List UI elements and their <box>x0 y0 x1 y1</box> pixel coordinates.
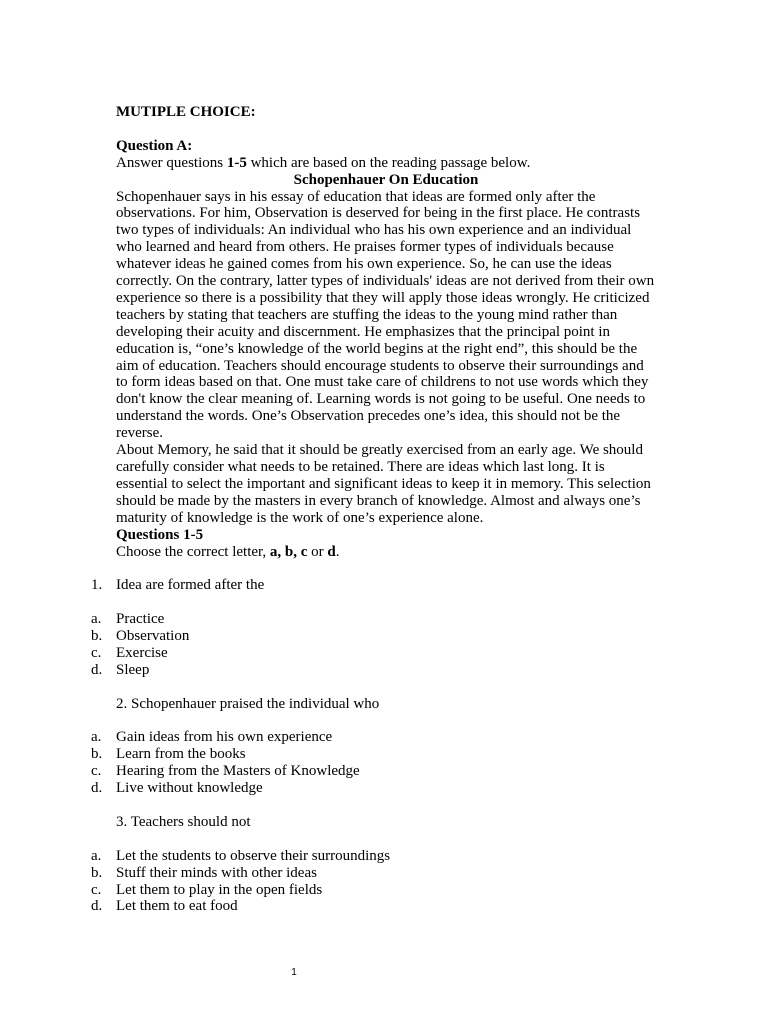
option-1c <box>91 644 656 662</box>
option-letter: b. <box>91 628 103 645</box>
option-letter: d. <box>91 898 103 915</box>
question-number: 1. <box>91 577 103 594</box>
option-3b <box>91 864 656 882</box>
option-text: Learn from the books <box>116 746 246 763</box>
option-letter: d. <box>91 661 103 678</box>
option-letter: d. <box>91 780 103 797</box>
option-letter: a. <box>91 611 102 628</box>
option-letter: a. <box>91 847 102 864</box>
spacer <box>116 797 656 814</box>
passage-paragraph-2: About Memory, he said that it should be greatly exercised from an early age. We should carefully consider what needs to be retained. There are ideas which last long. It is essential to select the important and significant ideas to keep it in memory. This selection should be made by the masters in every branch of knowledge. Almost and always one’s maturity of knowledge is the work of one’s experience alone. <box>116 442 651 526</box>
option-letter: b. <box>91 864 103 881</box>
instruction-post: which are based on the reading passage below. <box>246 154 531 171</box>
option-letter: c. <box>91 644 102 661</box>
question-a-title: Question A: <box>116 137 193 154</box>
option-text: Sleep <box>116 661 150 678</box>
option-text: Gain ideas from his own experience <box>116 729 333 746</box>
choose-end: . <box>335 543 340 560</box>
choose-letters: a, b, c <box>269 543 308 560</box>
option-text: Live without knowledge <box>116 780 263 797</box>
question-2: 2. Schopenhauer praised the individual who <box>116 695 380 712</box>
option-text: Let them to eat food <box>116 898 238 915</box>
option-text: Let them to play in the open fields <box>116 881 323 898</box>
option-text: Stuff their minds with other ideas <box>116 864 317 881</box>
option-2c <box>91 763 656 780</box>
option-2d <box>91 780 656 797</box>
option-text: Observation <box>116 628 190 645</box>
spacer <box>116 713 656 730</box>
option-letter: b. <box>91 746 103 763</box>
spacer <box>116 594 656 611</box>
option-letter: c. <box>91 881 102 898</box>
option-3c <box>91 881 656 899</box>
spacer <box>116 831 656 848</box>
choose-d: d <box>327 543 336 560</box>
reading-passage <box>116 189 656 527</box>
instruction-pre: Answer questions <box>116 154 227 171</box>
option-text: Exercise <box>116 644 168 661</box>
option-text: Let the students to observe their surroundings <box>116 847 391 864</box>
option-1b <box>91 628 656 645</box>
question-text: Idea are formed after the <box>116 577 265 594</box>
question-a-instruction <box>116 155 656 172</box>
question-1 <box>91 577 656 594</box>
questions-title: Questions 1-5 <box>116 526 204 543</box>
spacer <box>116 121 656 138</box>
instruction-bold: 1-5 <box>226 154 247 171</box>
option-2a <box>91 729 656 746</box>
option-text: Practice <box>116 611 165 628</box>
option-2b <box>91 746 656 763</box>
choose-pre: Choose the correct letter, <box>116 543 270 560</box>
questions-instruction <box>116 544 656 561</box>
page-number: 1 <box>291 967 297 978</box>
spacer <box>116 560 656 577</box>
choose-mid: or <box>307 543 328 560</box>
option-letter: c. <box>91 763 102 780</box>
passage-paragraph-1: Schopenhauer says in his essay of education that ideas are formed only after the observations. For him, Observation is deserved for being in the first place. He contrasts two types of individuals: An individual who has his own experience and an individual who learned and heard from others. He praises former types of individuals because whatever ideas he gained comes from his own experience. So, he can use the ideas correctly. On the contrary, latter types of individuals' ideas are not derived from their own experience so there is a possibility that they will apply those ideas wrongly. He criticized teachers by stating that teachers are stuffing the ideas to the young mind rather than developing their acuity and discernment. He emphasizes that the principal point in education is, “one’s knowledge of the world begins at the right end”, this should be the aim of education. Teachers should encourage students to observe their surroundings and to form ideas based on that. One must take care of childrens to not use words which they don't know the clear meaning of. Learning words is not going to be useful. One needs to understand the words. One’s Observation precedes one’s idea, this should not be the reverse. <box>116 188 655 442</box>
passage-title: Schopenhauer On Education <box>293 171 479 188</box>
question-3: 3. Teachers should not <box>116 813 251 830</box>
option-text: Hearing from the Masters of Knowledge <box>116 763 360 780</box>
option-letter: a. <box>91 729 102 746</box>
spacer <box>116 679 656 696</box>
option-1d <box>91 661 656 679</box>
option-3a <box>91 847 656 865</box>
document-body <box>91 104 656 915</box>
option-3d <box>91 898 656 915</box>
option-1a <box>91 611 656 628</box>
heading: MUTIPLE CHOICE: <box>116 104 256 120</box>
